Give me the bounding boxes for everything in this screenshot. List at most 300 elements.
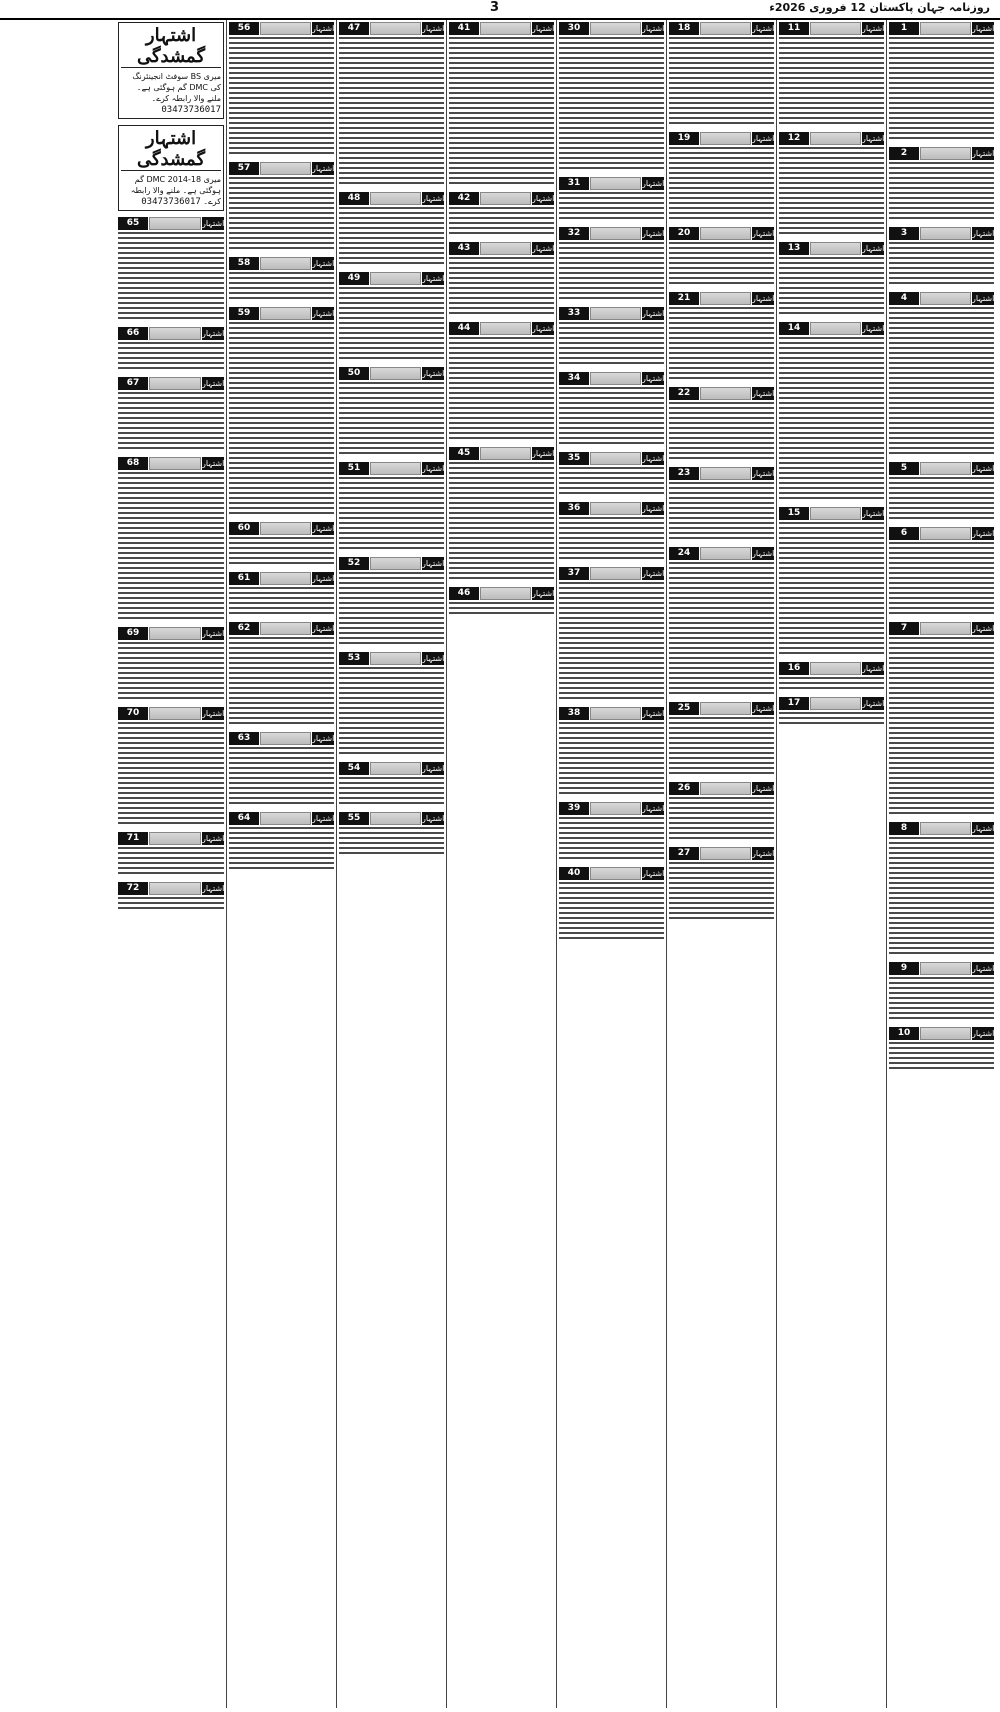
classified-item-header — [669, 547, 774, 560]
classified-item-tag: اشتہار — [312, 309, 335, 318]
classified-item-text — [779, 522, 884, 657]
classified-item — [339, 460, 444, 552]
header-bar — [590, 227, 641, 240]
classified-item-header — [339, 557, 444, 570]
classified-item-header — [449, 192, 554, 205]
lost-notice — [118, 22, 224, 119]
classified-item — [449, 20, 554, 187]
classified-item-number: 45 — [449, 447, 479, 460]
classified-item-text — [339, 207, 444, 267]
classified-item-number: 38 — [559, 707, 589, 720]
lost-notice-phone: 03473736017 — [161, 105, 221, 115]
classified-item — [669, 225, 774, 287]
classified-item-tag: اشتہار — [312, 24, 335, 33]
classified-item-tag: اشتہار — [202, 629, 225, 638]
header-bar — [370, 762, 421, 775]
classified-item-tag: اشتہار — [642, 869, 665, 878]
classified-item — [118, 705, 224, 827]
classified-item-tag: اشتہار — [422, 194, 445, 203]
classified-item — [229, 570, 334, 617]
classified-item-text — [889, 162, 994, 222]
classified-item-text — [889, 637, 994, 817]
header-bar — [370, 462, 421, 475]
classified-item-number: 41 — [449, 22, 479, 35]
classified-item — [339, 810, 444, 857]
classified-item-text — [118, 232, 224, 322]
classified-item-tag: اشتہار — [972, 964, 995, 973]
classified-item-header — [779, 22, 884, 35]
header-bar — [480, 587, 531, 600]
classified-item-header — [779, 697, 884, 710]
header-bar — [920, 227, 971, 240]
header-bar — [920, 147, 971, 160]
classified-item-tag: اشتہار — [202, 884, 225, 893]
header-bar — [260, 812, 311, 825]
classified-item-header — [229, 162, 334, 175]
header-bar — [590, 177, 641, 190]
classified-item-header — [339, 192, 444, 205]
classified-item-tag: اشتہار — [422, 274, 445, 283]
header-bar — [149, 377, 201, 390]
classified-item — [339, 555, 444, 647]
classified-item-tag: اشتہار — [202, 329, 225, 338]
classified-item-header — [889, 962, 994, 975]
classified-item-header — [559, 867, 664, 880]
classified-item-text — [559, 582, 664, 702]
classified-item-number: 52 — [339, 557, 369, 570]
classified-item-header — [559, 177, 664, 190]
classified-item — [889, 460, 994, 522]
classified-item-number: 56 — [229, 22, 259, 35]
header-bar — [149, 707, 201, 720]
classified-item-tag: اشتہار — [862, 244, 885, 253]
classified-item-tag: اشتہار — [532, 244, 555, 253]
classified-item — [889, 1025, 994, 1072]
classified-item-text — [669, 402, 774, 462]
classified-item — [339, 20, 444, 187]
classified-item — [669, 465, 774, 542]
header-bar — [810, 132, 861, 145]
classified-item-header — [559, 802, 664, 815]
classified-item-text — [229, 587, 334, 617]
classified-item-number: 30 — [559, 22, 589, 35]
classified-item-tag: اشتہار — [972, 464, 995, 473]
classified-item-header — [229, 812, 334, 825]
header-bar — [590, 802, 641, 815]
classified-item-tag: اشتہار — [312, 164, 335, 173]
classified-item — [339, 365, 444, 457]
classified-item-number: 61 — [229, 572, 259, 585]
classified-item-text — [779, 257, 884, 317]
classified-item-tag: اشتہار — [642, 229, 665, 238]
classified-item-tag: اشتہار — [752, 704, 775, 713]
classified-item — [118, 625, 224, 702]
classified-item-header — [669, 292, 774, 305]
classified-item-tag: اشتہار — [862, 664, 885, 673]
classified-item — [669, 130, 774, 222]
classified-item — [339, 650, 444, 757]
header-bar — [920, 527, 971, 540]
classified-item-tag: اشتہار — [312, 574, 335, 583]
classified-item-number: 27 — [669, 847, 699, 860]
header-bar — [149, 627, 201, 640]
classified-item-number: 43 — [449, 242, 479, 255]
classified-item-header — [889, 822, 994, 835]
classified-item — [449, 190, 554, 237]
lost-notice-title: اشتہار گمشدگی — [121, 25, 221, 68]
classified-item-header — [449, 242, 554, 255]
classified-item-tag: اشتہار — [422, 764, 445, 773]
classified-item-text — [339, 477, 444, 552]
classified-item-tag: اشتہار — [532, 324, 555, 333]
classified-item-header — [118, 882, 224, 895]
classified-item-number: 60 — [229, 522, 259, 535]
classified-item-text — [669, 307, 774, 382]
classified-item-tag: اشتہار — [202, 834, 225, 843]
classified-item-header — [339, 367, 444, 380]
header-bar — [370, 367, 421, 380]
classified-item-header — [669, 227, 774, 240]
classified-item-text — [339, 287, 444, 362]
classified-item-number: 47 — [339, 22, 369, 35]
classified-item-text — [889, 837, 994, 957]
newspaper-column — [776, 20, 886, 1708]
classified-item-text — [889, 242, 994, 287]
classified-item-tag: اشتہار — [532, 589, 555, 598]
classified-item — [229, 730, 334, 807]
classified-item-text — [779, 147, 884, 237]
classified-item-tag: اشتہار — [422, 559, 445, 568]
header-bar — [590, 307, 641, 320]
header-bar — [370, 812, 421, 825]
header-bar — [149, 832, 201, 845]
classified-item — [559, 450, 664, 497]
classified-item-text — [449, 37, 554, 187]
classified-item-text — [339, 777, 444, 807]
classified-item-tag: اشتہار — [972, 1029, 995, 1038]
classified-item-number: 14 — [779, 322, 809, 335]
classified-item-header — [118, 457, 224, 470]
classified-item-header — [889, 622, 994, 635]
classified-item-text — [449, 337, 554, 442]
header-bar — [700, 387, 751, 400]
classified-item-text — [229, 322, 334, 517]
classified-item-tag: اشتہار — [972, 229, 995, 238]
classified-item — [889, 290, 994, 457]
header-bar — [149, 882, 201, 895]
classified-item-number: 3 — [889, 227, 919, 240]
classified-item-text — [559, 192, 664, 222]
classified-item-header — [669, 702, 774, 715]
classified-item-number: 58 — [229, 257, 259, 270]
classified-item-header — [339, 462, 444, 475]
classified-item-text — [669, 862, 774, 922]
classified-item-tag: اشتہار — [312, 524, 335, 533]
classified-item-number: 34 — [559, 372, 589, 385]
header-bar — [370, 22, 421, 35]
classified-item-tag: اشتہار — [312, 734, 335, 743]
classified-item-tag: اشتہار — [312, 624, 335, 633]
classified-item-text — [779, 37, 884, 127]
classified-item-header — [339, 652, 444, 665]
classified-item — [118, 215, 224, 322]
header-bar — [480, 242, 531, 255]
classified-item-header — [669, 387, 774, 400]
classified-item-number: 26 — [669, 782, 699, 795]
classified-item-header — [889, 462, 994, 475]
classified-item-number: 64 — [229, 812, 259, 825]
classified-item — [339, 760, 444, 807]
classified-item — [779, 20, 884, 127]
classified-item-number: 71 — [118, 832, 148, 845]
classified-item-tag: اشتہار — [972, 624, 995, 633]
classified-item-number: 21 — [669, 292, 699, 305]
classified-item — [559, 800, 664, 862]
classified-item-number: 70 — [118, 707, 148, 720]
classified-item-tag: اشتہار — [752, 229, 775, 238]
classified-item-header — [229, 522, 334, 535]
classified-item-number: 72 — [118, 882, 148, 895]
header-bar — [590, 372, 641, 385]
header-bar — [700, 292, 751, 305]
classified-item-tag: اشتہار — [642, 569, 665, 578]
newspaper-column — [226, 20, 336, 1708]
classified-item-tag: اشتہار — [202, 219, 225, 228]
masthead-date: روزنامہ جہان پاکستان 12 فروری 2026ء — [769, 1, 990, 14]
header-bar — [260, 522, 311, 535]
classified-item — [118, 880, 224, 912]
header-bar — [920, 822, 971, 835]
classified-item-number: 15 — [779, 507, 809, 520]
classified-item-tag: اشتہار — [312, 814, 335, 823]
classified-item — [559, 705, 664, 797]
classified-item-header — [118, 707, 224, 720]
classified-item-text — [118, 642, 224, 702]
classified-item-header — [229, 307, 334, 320]
classified-item-tag: اشتہار — [752, 549, 775, 558]
header-bar — [149, 217, 201, 230]
classified-item-number: 4 — [889, 292, 919, 305]
classified-item-header — [339, 762, 444, 775]
classified-item-header — [559, 452, 664, 465]
header-bar — [480, 447, 531, 460]
classified-item-text — [669, 562, 774, 697]
classified-item-number: 24 — [669, 547, 699, 560]
classified-item-number: 55 — [339, 812, 369, 825]
classified-item-header — [118, 377, 224, 390]
classified-item-text — [889, 542, 994, 617]
classified-item-header — [118, 627, 224, 640]
classified-item-tag: اشتہار — [752, 469, 775, 478]
newspaper-column — [116, 20, 226, 1708]
classified-item — [889, 145, 994, 222]
classified-item-header — [229, 622, 334, 635]
classified-item-number: 42 — [449, 192, 479, 205]
classified-item-text — [559, 517, 664, 562]
classified-item-text — [559, 242, 664, 302]
classified-item-tag: اشتہار — [642, 179, 665, 188]
classified-item — [559, 225, 664, 302]
classified-item — [229, 620, 334, 727]
classified-item-header — [449, 322, 554, 335]
header-bar — [480, 322, 531, 335]
header-bar — [480, 22, 531, 35]
classified-item — [339, 190, 444, 267]
classified-item — [669, 845, 774, 922]
classified-item-text — [559, 37, 664, 172]
classified-item-tag: اشتہار — [862, 134, 885, 143]
classified-item-number: 13 — [779, 242, 809, 255]
classified-item-number: 67 — [118, 377, 148, 390]
classified-item — [449, 445, 554, 582]
classified-item-header — [559, 372, 664, 385]
classified-item-header — [449, 587, 554, 600]
header-bar — [590, 867, 641, 880]
header-bar — [920, 1027, 971, 1040]
classified-item — [559, 370, 664, 447]
classified-item-tag: اشتہار — [532, 449, 555, 458]
classified-item-header — [889, 22, 994, 35]
lost-notice-phone: 03473736017 — [141, 197, 201, 207]
classified-item — [559, 305, 664, 367]
header-bar — [370, 272, 421, 285]
classified-item-header — [229, 572, 334, 585]
classified-item-header — [449, 22, 554, 35]
header-bar — [590, 567, 641, 580]
classified-item-tag: اشتہار — [532, 24, 555, 33]
classified-item-number: 25 — [669, 702, 699, 715]
classified-item-number: 44 — [449, 322, 479, 335]
classified-item-header — [889, 292, 994, 305]
header-bar — [590, 452, 641, 465]
classified-item-number: 68 — [118, 457, 148, 470]
classified-item-number: 69 — [118, 627, 148, 640]
classified-item-header — [559, 227, 664, 240]
classified-item-header — [449, 447, 554, 460]
classified-item-text — [779, 337, 884, 502]
classified-item-number: 5 — [889, 462, 919, 475]
classified-item-tag: اشتہار — [422, 654, 445, 663]
lost-notice-title: اشتہار گمشدگی — [121, 128, 221, 171]
classified-item-number: 12 — [779, 132, 809, 145]
classified-item-number: 8 — [889, 822, 919, 835]
classified-item-header — [339, 812, 444, 825]
classified-item-text — [339, 667, 444, 757]
classified-item-header — [559, 502, 664, 515]
classified-item-text — [449, 462, 554, 582]
page-number: 3 — [490, 0, 500, 15]
classified-item-tag: اشتہار — [642, 709, 665, 718]
classified-item-number: 66 — [118, 327, 148, 340]
classified-item — [779, 505, 884, 657]
classified-item-number: 65 — [118, 217, 148, 230]
header-bar — [260, 162, 311, 175]
classified-item — [889, 820, 994, 957]
classified-item-header — [339, 22, 444, 35]
classified-item-number: 10 — [889, 1027, 919, 1040]
classified-item — [559, 565, 664, 702]
classified-item — [559, 500, 664, 562]
header-bar — [920, 962, 971, 975]
classified-item-header — [559, 307, 664, 320]
classified-item-number: 23 — [669, 467, 699, 480]
header-bar — [590, 22, 641, 35]
header-bar — [260, 622, 311, 635]
classified-item-text — [559, 817, 664, 862]
classified-item-tag: اشتہار — [752, 784, 775, 793]
classified-item-header — [669, 782, 774, 795]
classified-item-tag: اشتہار — [972, 294, 995, 303]
header-bar — [590, 502, 641, 515]
classified-item-number: 7 — [889, 622, 919, 635]
classified-item-text — [779, 677, 884, 692]
classified-item-text — [669, 242, 774, 287]
classified-item-header — [889, 1027, 994, 1040]
classified-item — [449, 320, 554, 442]
header-bar — [260, 572, 311, 585]
header-bar — [810, 22, 861, 35]
classified-item-number: 16 — [779, 662, 809, 675]
header-bar — [260, 257, 311, 270]
classified-item-text — [669, 482, 774, 542]
classified-item-tag: اشتہار — [642, 24, 665, 33]
header-bar — [260, 22, 311, 35]
classified-item — [118, 325, 224, 372]
classified-item-text — [779, 712, 884, 727]
header-bar — [920, 462, 971, 475]
classified-item — [669, 780, 774, 842]
classified-item-header — [889, 147, 994, 160]
classified-item-number: 33 — [559, 307, 589, 320]
classified-item-number: 49 — [339, 272, 369, 285]
header-bar — [700, 227, 751, 240]
header-bar — [700, 467, 751, 480]
classified-item-tag: اشتہار — [752, 389, 775, 398]
lost-notice-body: میری BS سوفٹ انجینئرنگ کی DMC گم ہوگئی ہے۔ ملنے والا رابطہ کرے۔ 03473736017 — [132, 72, 221, 115]
classified-item-text — [559, 722, 664, 797]
classified-item-text — [889, 977, 994, 1022]
classified-item-number: 50 — [339, 367, 369, 380]
classified-item-tag: اشتہار — [532, 194, 555, 203]
header-bar — [700, 782, 751, 795]
classified-item-text — [229, 177, 334, 252]
classified-item — [779, 240, 884, 317]
classified-item-tag: اشتہار — [422, 814, 445, 823]
header-bar — [260, 307, 311, 320]
classified-item-number: 63 — [229, 732, 259, 745]
header-bar — [920, 22, 971, 35]
classified-item-number: 37 — [559, 567, 589, 580]
classified-item-number: 31 — [559, 177, 589, 190]
classified-item-tag: اشتہار — [972, 149, 995, 158]
classified-item-number: 46 — [449, 587, 479, 600]
header-bar — [370, 557, 421, 570]
classified-item-text — [449, 257, 554, 317]
classified-item-tag: اشتہار — [202, 379, 225, 388]
classified-item-number: 48 — [339, 192, 369, 205]
classified-item-tag: اشتہار — [312, 259, 335, 268]
classified-item-tag: اشتہار — [752, 294, 775, 303]
classified-item-header — [669, 847, 774, 860]
page-masthead — [0, 0, 1000, 20]
classified-item-text — [669, 797, 774, 842]
classified-item-text — [339, 382, 444, 457]
header-bar — [149, 457, 201, 470]
classified-item-header — [889, 527, 994, 540]
classified-item-text — [559, 467, 664, 497]
classified-item-header — [669, 467, 774, 480]
classified-item-tag: اشتہار — [202, 459, 225, 468]
